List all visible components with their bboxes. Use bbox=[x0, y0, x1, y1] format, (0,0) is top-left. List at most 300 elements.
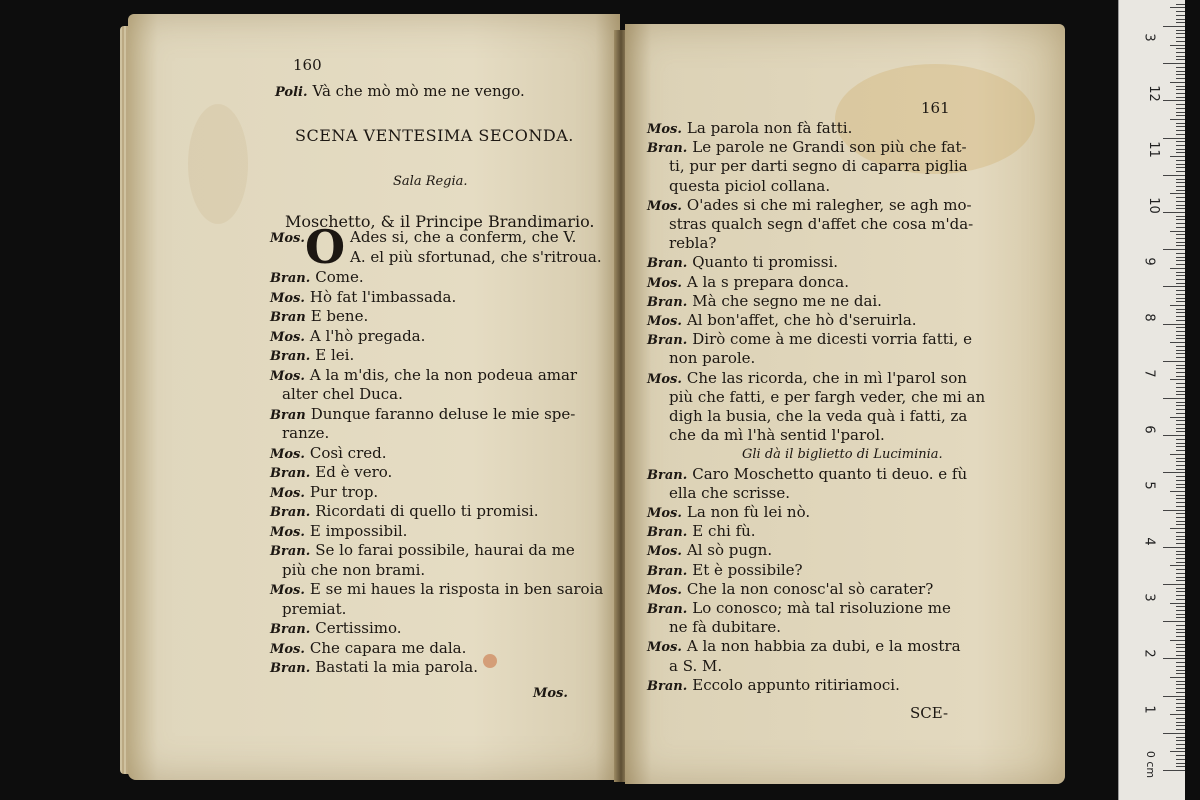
line-text: stras qualch segn d'affet che cosa m'da- bbox=[669, 215, 974, 233]
ruler-tick bbox=[1176, 413, 1185, 414]
ruler-tick bbox=[1170, 751, 1185, 752]
ruler-tick bbox=[1176, 580, 1185, 581]
ruler-tick bbox=[1176, 684, 1185, 685]
speaker-label: Bran. bbox=[647, 602, 688, 617]
line-text: non parole. bbox=[669, 349, 756, 368]
ruler-tick bbox=[1176, 424, 1185, 425]
ruler-tick bbox=[1176, 632, 1185, 633]
ruler-tick bbox=[1176, 290, 1185, 291]
line-text: rebla? bbox=[669, 234, 717, 253]
dialogue-line bbox=[669, 618, 781, 637]
ruler-tick bbox=[1163, 286, 1185, 287]
dialogue-line bbox=[270, 639, 466, 659]
ruler-tick bbox=[1176, 179, 1185, 180]
catchword: SCE- bbox=[910, 704, 949, 722]
ruler-tick bbox=[1176, 350, 1185, 351]
ruler-tick bbox=[1170, 45, 1185, 46]
ruler-tick bbox=[1176, 498, 1185, 499]
ruler-tick bbox=[1176, 729, 1185, 730]
line-text: Mà che segno me ne dai. bbox=[692, 291, 882, 310]
ruler-tick bbox=[1176, 368, 1185, 369]
left-page bbox=[128, 14, 620, 780]
open-book bbox=[128, 10, 1073, 792]
line-text: Ricordati di quello ti promisi. bbox=[315, 502, 539, 520]
ruler-tick bbox=[1176, 744, 1185, 745]
ruler-tick bbox=[1176, 312, 1185, 313]
ruler-tick bbox=[1163, 63, 1185, 64]
ruler-tick bbox=[1176, 253, 1185, 254]
ruler-tick bbox=[1176, 182, 1185, 183]
ruler-tick bbox=[1176, 461, 1185, 462]
dialogue-line bbox=[647, 138, 967, 158]
ruler-tick bbox=[1176, 502, 1185, 503]
ruler-tick bbox=[1176, 487, 1185, 488]
ruler-tick bbox=[1170, 714, 1185, 715]
stage-direction bbox=[742, 445, 943, 464]
line-text: Come. bbox=[315, 268, 364, 286]
ruler-tick bbox=[1176, 469, 1185, 470]
ruler-tick bbox=[1176, 327, 1185, 328]
dialogue-line bbox=[669, 177, 830, 196]
ruler-tick bbox=[1170, 528, 1185, 529]
ruler-tick bbox=[1176, 275, 1185, 276]
speaker-label: Mos. bbox=[647, 640, 682, 656]
dialogue-line bbox=[270, 580, 603, 600]
ruler-tick bbox=[1163, 175, 1185, 176]
ruler-tick bbox=[1163, 435, 1185, 436]
ruler-tick bbox=[1163, 100, 1185, 101]
dialogue-line bbox=[270, 502, 538, 522]
dialogue-line bbox=[647, 196, 972, 216]
ruler-number: 10 bbox=[1145, 197, 1161, 214]
ruler-tick bbox=[1176, 755, 1185, 756]
dialogue-line bbox=[270, 405, 575, 425]
speaker-label: Bran. bbox=[647, 563, 688, 579]
line-text: Al sò pugn. bbox=[686, 541, 773, 560]
scene-heading: SCENA VENTESIMA SECONDA. bbox=[295, 126, 574, 145]
ruler-tick bbox=[1176, 606, 1185, 607]
ruler-number: 6 bbox=[1141, 425, 1157, 434]
ruler-tick bbox=[1176, 740, 1185, 741]
ruler-tick bbox=[1176, 450, 1185, 451]
dialogue-line bbox=[669, 349, 755, 368]
ruler-tick bbox=[1176, 115, 1185, 116]
ruler-tick bbox=[1176, 272, 1185, 273]
ruler-tick bbox=[1170, 491, 1185, 492]
ruler-tick bbox=[1176, 688, 1185, 689]
line-text: A l'hò pregada. bbox=[309, 326, 426, 345]
ruler-tick bbox=[1176, 766, 1185, 767]
ruler-number: 8 bbox=[1141, 313, 1157, 322]
ruler-tick bbox=[1176, 722, 1185, 723]
ruler-tick bbox=[1176, 673, 1185, 674]
ruler-tick bbox=[1176, 365, 1185, 366]
ruler-tick bbox=[1170, 156, 1185, 157]
ruler-tick bbox=[1176, 353, 1185, 354]
line-text: E se mi haues la risposta in ben saroia bbox=[309, 580, 604, 598]
speaker-label: Mos. bbox=[270, 329, 305, 345]
dialogue-line bbox=[270, 619, 402, 639]
ruler-tick bbox=[1176, 480, 1185, 481]
ruler-tick bbox=[1176, 86, 1185, 87]
ruler-tick bbox=[1176, 126, 1185, 127]
speaker-label: Mos. bbox=[270, 231, 305, 246]
speaker-label: Mos. bbox=[647, 122, 682, 137]
ruler-tick bbox=[1163, 212, 1185, 213]
dialogue-line bbox=[647, 561, 803, 581]
speaker-label: Bran. bbox=[270, 544, 311, 559]
measurement-ruler bbox=[1118, 0, 1185, 800]
ruler-tick bbox=[1176, 625, 1185, 626]
ruler-tick bbox=[1176, 260, 1185, 261]
ruler-tick bbox=[1176, 141, 1185, 142]
ruler-tick bbox=[1176, 216, 1185, 217]
line-text: Và che mò mò me ne vengo. bbox=[312, 82, 525, 100]
ruler-tick bbox=[1176, 245, 1185, 246]
line-text: Al bon'affet, che hò d'seruirla. bbox=[686, 311, 917, 329]
ruler-tick bbox=[1176, 219, 1185, 220]
ruler-tick bbox=[1176, 718, 1185, 719]
line-text: più che non brami. bbox=[282, 560, 426, 579]
ruler-tick bbox=[1176, 316, 1185, 317]
ruler-tick bbox=[1176, 387, 1185, 388]
ruler-number: 9 bbox=[1141, 257, 1157, 266]
dialogue-line bbox=[270, 307, 368, 327]
ruler-tick bbox=[1176, 614, 1185, 615]
speaker-label: Bran bbox=[270, 310, 306, 325]
speaker-label: Mos. bbox=[270, 446, 305, 462]
drop-cap: O bbox=[305, 220, 346, 274]
ruler-tick bbox=[1176, 532, 1185, 533]
ruler-tick bbox=[1176, 186, 1185, 187]
ruler-tick bbox=[1170, 603, 1185, 604]
page-number: 161 bbox=[921, 99, 950, 117]
ruler-tick bbox=[1176, 11, 1185, 12]
speaker-label: Bran. bbox=[270, 466, 311, 481]
ruler-tick bbox=[1176, 145, 1185, 146]
ruler-tick bbox=[1176, 223, 1185, 224]
speaker-label: Bran. bbox=[270, 349, 311, 364]
ruler-tick bbox=[1176, 569, 1185, 570]
ruler-tick bbox=[1170, 305, 1185, 306]
ruler-tick bbox=[1176, 41, 1185, 42]
ruler-tick bbox=[1163, 621, 1185, 622]
speaker-label: Mos. bbox=[270, 641, 305, 657]
ruler-tick bbox=[1163, 733, 1185, 734]
dialogue-line bbox=[647, 503, 810, 523]
speaker-label: Bran. bbox=[647, 141, 688, 157]
speaker-label: Bran. bbox=[647, 678, 688, 694]
dialogue-line bbox=[270, 288, 456, 308]
ruler-tick bbox=[1176, 71, 1185, 72]
ruler-tick bbox=[1176, 655, 1185, 656]
ruler-tick bbox=[1170, 640, 1185, 641]
dialogue-line bbox=[647, 637, 961, 657]
ruler-tick bbox=[1176, 692, 1185, 693]
speaker-label: Mos. bbox=[270, 583, 305, 598]
ruler-tick bbox=[1176, 595, 1185, 596]
ruler-tick bbox=[1176, 309, 1185, 310]
ruler-tick bbox=[1176, 394, 1185, 395]
speaker-label: Mos. bbox=[647, 371, 682, 387]
ruler-tick bbox=[1176, 59, 1185, 60]
ruler-tick bbox=[1176, 130, 1185, 131]
ruler-number: 2 bbox=[1141, 649, 1157, 658]
line-text: più che fatti, e per fargh veder, che mi an bbox=[669, 387, 986, 406]
line-text: E impossibil. bbox=[309, 521, 408, 540]
ruler-tick bbox=[1176, 301, 1185, 302]
speaker-label: Bran. bbox=[270, 622, 311, 637]
ruler-tick bbox=[1176, 737, 1185, 738]
ruler-tick bbox=[1170, 82, 1185, 83]
stain bbox=[483, 654, 497, 668]
line-text: Lo conosco; mà tal risoluzione me bbox=[692, 599, 951, 617]
ruler-number: 7 bbox=[1141, 369, 1157, 378]
speaker-label: Bran. bbox=[647, 467, 688, 483]
page-number: 160 bbox=[293, 56, 322, 74]
ruler-tick bbox=[1176, 357, 1185, 358]
line-text: questa piciol collana. bbox=[669, 176, 831, 195]
ruler-tick bbox=[1176, 93, 1185, 94]
ruler-tick bbox=[1170, 119, 1185, 120]
ruler-tick bbox=[1176, 458, 1185, 459]
dialogue-line bbox=[647, 311, 917, 331]
ruler-tick bbox=[1176, 666, 1185, 667]
speaker-label: Bran. bbox=[647, 333, 688, 349]
line-text: Le parole ne Grandi son più che fat- bbox=[692, 138, 967, 157]
ruler-tick bbox=[1176, 238, 1185, 239]
dialogue-line bbox=[270, 346, 354, 366]
line-text: Così cred. bbox=[309, 443, 387, 462]
ruler-tick bbox=[1170, 454, 1185, 455]
dialogue-line bbox=[270, 366, 577, 386]
line-text: O'ades si che mi ralegher, se agh mo- bbox=[686, 195, 972, 214]
line-text: A la m'dis, che la non podeua amar bbox=[309, 365, 578, 384]
dialogue-line bbox=[647, 330, 972, 350]
ruler-tick bbox=[1176, 112, 1185, 113]
line-text: A la s prepara donca. bbox=[686, 272, 849, 291]
line-text: E chi fù. bbox=[692, 522, 756, 541]
ruler-tick bbox=[1176, 164, 1185, 165]
speaker-label: Bran. bbox=[647, 256, 688, 272]
ruler-tick bbox=[1176, 420, 1185, 421]
speaker-label: Mos. bbox=[270, 368, 305, 384]
line-text: Bastati la mia parola. bbox=[315, 658, 478, 676]
dialogue-line bbox=[669, 157, 968, 176]
ruler-tick bbox=[1176, 197, 1185, 198]
ruler-tick bbox=[1176, 588, 1185, 589]
characters-line: Moschetto, & il Principe Brandimario. bbox=[285, 212, 595, 231]
ruler-tick bbox=[1176, 610, 1185, 611]
ruler-tick bbox=[1176, 201, 1185, 202]
line-text: A la non habbia za dubi, e la mostra bbox=[686, 637, 961, 656]
dialogue-line bbox=[647, 369, 967, 389]
ruler-tick bbox=[1176, 134, 1185, 135]
line-text: ti, pur per darti segno di caparra piglia bbox=[669, 157, 968, 176]
speaker-label: Mos. bbox=[647, 506, 682, 521]
ruler-tick bbox=[1176, 160, 1185, 161]
ruler-tick bbox=[1176, 591, 1185, 592]
ruler-tick bbox=[1176, 543, 1185, 544]
dialogue-line bbox=[647, 465, 967, 485]
speaker-label: Bran. bbox=[647, 525, 688, 541]
dialogue-line bbox=[647, 253, 838, 273]
catchword: Mos. bbox=[533, 686, 568, 701]
ruler-tick bbox=[1176, 558, 1185, 559]
line-text: Dunque faranno deluse le mie spe- bbox=[310, 404, 576, 423]
ruler-tick bbox=[1176, 524, 1185, 525]
ruler-unit: 0 cm bbox=[1144, 750, 1158, 779]
ruler-tick bbox=[1163, 770, 1185, 771]
ruler-tick bbox=[1176, 37, 1185, 38]
ruler-number: 4 bbox=[1141, 537, 1157, 546]
ruler-tick bbox=[1163, 26, 1185, 27]
ruler-number: 12 bbox=[1145, 85, 1161, 102]
ruler-tick bbox=[1176, 644, 1185, 645]
dialogue-line bbox=[647, 292, 882, 312]
ruler-tick bbox=[1176, 19, 1185, 20]
line-text: ranze. bbox=[282, 424, 330, 442]
ruler-tick bbox=[1176, 476, 1185, 477]
ruler-tick bbox=[1170, 268, 1185, 269]
ruler-tick bbox=[1176, 636, 1185, 637]
ruler-tick bbox=[1176, 167, 1185, 168]
ruler-tick bbox=[1176, 123, 1185, 124]
ruler-tick bbox=[1176, 539, 1185, 540]
ruler-tick bbox=[1176, 629, 1185, 630]
scene-setting: Sala Regia. bbox=[393, 174, 468, 189]
dialogue-line bbox=[647, 599, 951, 619]
ruler-tick bbox=[1176, 190, 1185, 191]
dialogue-line bbox=[669, 215, 973, 234]
dialogue-line bbox=[669, 426, 885, 445]
ruler-tick bbox=[1176, 725, 1185, 726]
ruler-tick bbox=[1176, 405, 1185, 406]
line-text: digh la busia, che la veda quà i fatti, za bbox=[669, 407, 968, 425]
ruler-tick bbox=[1176, 320, 1185, 321]
line-text: Se lo farai possibile, haurai da me bbox=[315, 541, 575, 559]
ruler-tick bbox=[1170, 565, 1185, 566]
ruler-tick bbox=[1176, 56, 1185, 57]
ruler-tick bbox=[1176, 428, 1185, 429]
line-text: Ed è vero. bbox=[315, 463, 393, 481]
line-text: ne fà dubitare. bbox=[669, 618, 782, 637]
ruler-tick bbox=[1176, 257, 1185, 258]
ruler-tick bbox=[1176, 617, 1185, 618]
ruler-tick bbox=[1176, 446, 1185, 447]
ruler-tick bbox=[1176, 465, 1185, 466]
ruler-tick bbox=[1176, 431, 1185, 432]
line-text: Hò fat l'imbassada. bbox=[309, 287, 457, 306]
ruler-tick bbox=[1176, 517, 1185, 518]
ruler-tick bbox=[1176, 74, 1185, 75]
ruler-tick bbox=[1163, 472, 1185, 473]
ruler-tick bbox=[1176, 4, 1185, 5]
line-text: Gli dà il biglietto di Luciminia. bbox=[742, 447, 943, 463]
ruler-tick bbox=[1176, 264, 1185, 265]
dialogue-line bbox=[282, 385, 403, 404]
line-text: Dirò come à me dicesti vorria fatti, e bbox=[692, 330, 973, 349]
dialogue-line bbox=[647, 676, 900, 696]
ruler-tick bbox=[1176, 346, 1185, 347]
ruler-tick bbox=[1176, 22, 1185, 23]
dialogue-line bbox=[270, 483, 378, 503]
ruler-tick bbox=[1170, 379, 1185, 380]
ruler-tick bbox=[1176, 283, 1185, 284]
ruler-tick bbox=[1163, 138, 1185, 139]
ruler-tick bbox=[1176, 279, 1185, 280]
ruler-tick bbox=[1176, 763, 1185, 764]
ruler-tick bbox=[1163, 658, 1185, 659]
ruler-tick bbox=[1176, 577, 1185, 578]
ruler-tick bbox=[1176, 67, 1185, 68]
ruler-tick bbox=[1176, 33, 1185, 34]
line-text: Pur trop. bbox=[309, 482, 379, 501]
speaker-label: Bran. bbox=[270, 661, 311, 676]
ruler-tick bbox=[1176, 670, 1185, 671]
ruler-tick bbox=[1176, 234, 1185, 235]
ruler-number: 3 bbox=[1141, 33, 1157, 42]
line-text: a S. M. bbox=[669, 656, 723, 675]
dialogue-line bbox=[669, 234, 716, 253]
prev-scene-line bbox=[275, 82, 525, 102]
ruler-tick bbox=[1163, 324, 1185, 325]
line-text: Caro Moschetto quanto ti deuo. e fù bbox=[692, 464, 968, 483]
ruler-tick bbox=[1176, 97, 1185, 98]
line-text: che da mì l'hà sentid l'parol. bbox=[669, 426, 885, 445]
first-line-2: A. el più sfortunad, che s'ritroua. bbox=[350, 248, 602, 266]
speaker-label: Poli. bbox=[275, 85, 308, 100]
speaker-label: Mos. bbox=[647, 314, 682, 329]
ruler-tick bbox=[1176, 391, 1185, 392]
dialogue-line bbox=[270, 327, 425, 347]
ruler-tick bbox=[1176, 372, 1185, 373]
ruler-tick bbox=[1176, 681, 1185, 682]
line-text: alter chel Duca. bbox=[282, 385, 403, 403]
ruler-tick bbox=[1176, 78, 1185, 79]
ruler-tick bbox=[1176, 443, 1185, 444]
ruler-tick bbox=[1170, 417, 1185, 418]
dialogue-line bbox=[669, 657, 722, 676]
ruler-tick bbox=[1176, 294, 1185, 295]
ruler-tick bbox=[1176, 48, 1185, 49]
dialogue-line bbox=[270, 463, 392, 483]
ruler-tick bbox=[1176, 699, 1185, 700]
dialogue-line bbox=[647, 522, 756, 542]
dialogue-line bbox=[647, 541, 772, 561]
dialogue-line bbox=[647, 119, 852, 139]
ruler-tick bbox=[1163, 510, 1185, 511]
ruler-tick bbox=[1176, 171, 1185, 172]
ruler-tick bbox=[1176, 521, 1185, 522]
ruler-tick bbox=[1176, 409, 1185, 410]
ruler-tick bbox=[1176, 402, 1185, 403]
speaker-label: Mos. bbox=[270, 290, 305, 306]
ruler-tick bbox=[1176, 335, 1185, 336]
ruler-tick bbox=[1170, 677, 1185, 678]
speaker-label: Mos. bbox=[647, 275, 682, 291]
ruler-tick bbox=[1176, 748, 1185, 749]
line-text: Quanto ti promissi. bbox=[692, 253, 839, 272]
speaker-label: Bran. bbox=[647, 294, 688, 310]
speaker-label: Bran. bbox=[270, 505, 311, 520]
ruler-tick bbox=[1176, 205, 1185, 206]
ruler-tick bbox=[1176, 513, 1185, 514]
ruler-tick bbox=[1170, 193, 1185, 194]
ruler-tick bbox=[1176, 104, 1185, 105]
speaker-label: Bran bbox=[270, 407, 306, 423]
ruler-tick bbox=[1176, 208, 1185, 209]
